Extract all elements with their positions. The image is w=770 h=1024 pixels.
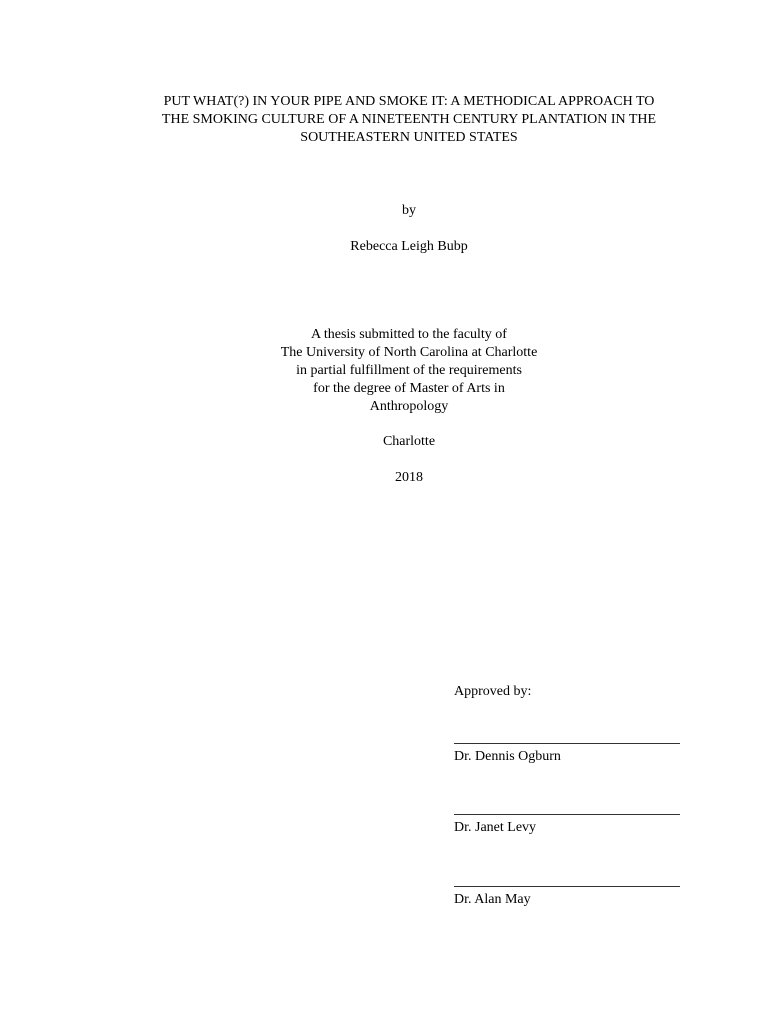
signature-line — [454, 743, 680, 744]
statement-line-1: A thesis submitted to the faculty of — [311, 327, 507, 342]
place: Charlotte — [382, 434, 436, 449]
statement-line-4: for the degree of Master of Arts in — [313, 381, 505, 396]
signatory-name: Dr. Alan May — [454, 892, 531, 907]
signature-line — [454, 886, 680, 887]
statement-line-3: in partial fulfillment of the requirements — [296, 363, 522, 378]
statement-line-2: The University of North Carolina at Charlotte — [280, 345, 538, 360]
thesis-title-line-3: SOUTHEASTERN UNITED STATES — [300, 130, 518, 145]
statement-line-5: Anthropology — [369, 399, 449, 414]
year: 2018 — [395, 470, 423, 485]
signature-block — [454, 814, 682, 837]
thesis-title-line-1: PUT WHAT(?) IN YOUR PIPE AND SMOKE IT: A METHODICAL APPROACH TO — [163, 94, 655, 109]
signature-block — [454, 743, 682, 766]
thesis-statement — [100, 326, 718, 416]
thesis-title-line-2: THE SMOKING CULTURE OF A NINETEENTH CENTURY PLANTATION IN THE — [161, 112, 657, 127]
signatory-name: Dr. Dennis Ogburn — [454, 749, 561, 764]
by-line: by — [402, 203, 416, 218]
thesis-title — [100, 93, 718, 147]
approved-by-label: Approved by: — [454, 684, 532, 699]
signature-block — [454, 886, 682, 909]
author-name: Rebecca Leigh Bubp — [350, 239, 468, 254]
signatory-name: Dr. Janet Levy — [454, 820, 537, 835]
signature-line — [454, 814, 680, 815]
